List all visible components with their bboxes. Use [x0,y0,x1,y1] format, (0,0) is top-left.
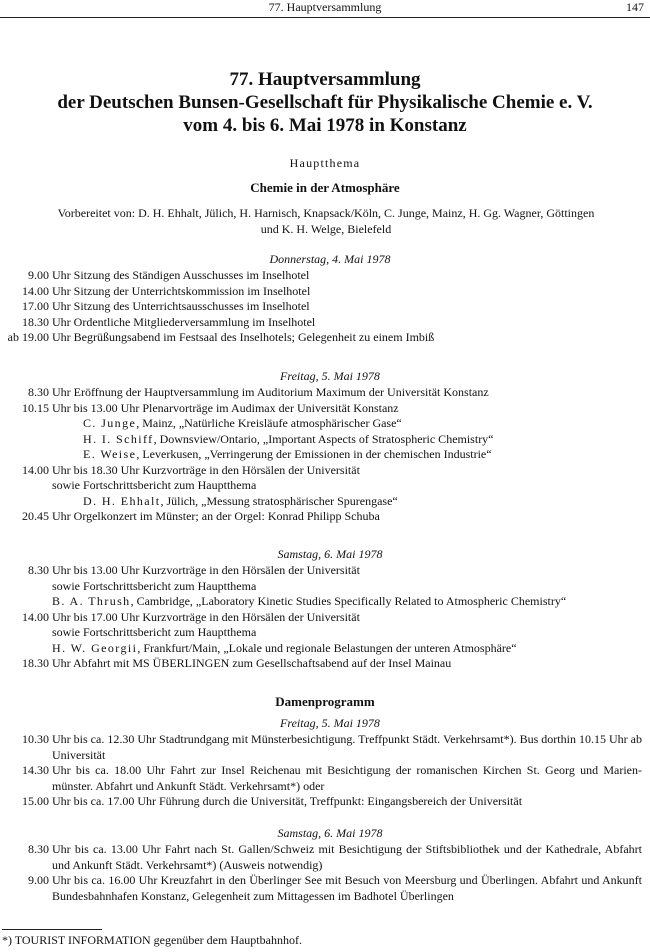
schedule-time: 17.00 [22,299,49,313]
speaker-name: B. A. Thrush [52,594,131,608]
talk-details: , Downsview/Ontario, „Important Aspects of Stratospheric Chemistry“ [153,431,494,446]
day-heading: Donnerstag, 4. Mai 1978 [269,252,391,266]
talk-details: , Leverkusen, „Verringerung der Emissionen in der chemischen Industrie“ [136,447,492,461]
talk [0,494,650,510]
schedule-item [0,385,650,401]
talk-details: , Cambridge, „Laboratory Kinetic Studies Specifically Related to Atmospheric Chemistry“ [130,594,567,608]
schedule-text: Uhr Eröffnung der Hauptversammlung im Auditorium Maximum der Universität Konstanz [52,385,489,399]
footnote-rule [2,929,102,930]
ladies-friday-section [0,714,650,810]
title-line-3: vom 4. bis 6. Mai 1978 in Konstanz [183,115,467,136]
ladies-programme-title: Damenprogramm [275,694,375,709]
prepared-by-line-2: und K. H. Welge, Bielefeld [260,222,392,236]
schedule-item [0,401,650,417]
friday-section [0,367,650,525]
schedule-time: 14.00 [22,462,49,477]
talk-details: , Jülich, „Messung stratosphärischer Spurengase“ [160,493,398,508]
title-line-1: 77. Hauptversammlung [229,69,421,90]
schedule-time: 8.30 [28,563,49,577]
schedule-time: 9.00 [28,268,49,282]
running-title: 77. Hauptversammlung [268,0,382,14]
schedule-text: Uhr bis ca. 12.30 Uhr Stadtrundgang mit Münsterbesichtigung. Treffpunkt Städt. Verkehrsamt*). Bus dorthin 10.15 Uhr ab Universität [52,732,642,762]
schedule-time: 14.30 [22,763,49,777]
talk [0,432,650,448]
schedule-item [0,873,650,904]
running-header [0,0,650,18]
schedule-time: 18.30 [22,314,49,329]
schedule-item [0,656,650,672]
schedule-time: 8.30 [28,842,49,856]
speaker-name: H. W. Georgii [52,640,138,655]
talk-details: , Mainz, „Natürliche Kreisläufe atmosphärischer Gase“ [136,416,402,430]
schedule-item [0,732,650,763]
schedule-item [0,563,650,579]
schedule-text: Uhr bis ca. 17.00 Uhr Führung durch die Universität, Treffpunkt: Eingangsbereich der Universität [52,794,523,808]
title-line-2: der Deutschen Bunsen-Gesellschaft für Physikalische Chemie e. V. [57,92,593,113]
schedule-subline: sowie Fortschrittsbericht zum Hauptthema [52,478,257,492]
day-heading: Freitag, 5. Mai 1978 [280,369,380,383]
schedule-item [0,268,650,284]
schedule-text: Uhr bis 13.00 Uhr Kurzvorträge in den Hörsälen der Universität [52,563,360,577]
schedule-time: 10.30 [22,732,49,746]
prepared-by-line-1: Vorbereitet von: D. H. Ehhalt, Jülich, H. Harnisch, Knapsack/Köln, C. Junge, Mainz, H. Gg. Wagner, Göttingen [57,206,595,220]
schedule-item [0,842,650,873]
schedule-subline: sowie Fortschrittsbericht zum Hauptthema [52,625,257,639]
schedule-text: Uhr Sitzung der Unterrichtskommission im Inselhotel [52,283,311,298]
schedule-text: Uhr Begrüßungsabend im Festsaal des Inselhotels; Gelegenheit zu einem Imbiß [52,330,435,344]
schedule-item [0,330,650,346]
talk [0,641,650,657]
schedule-time: 20.45 [22,509,49,523]
schedule-text: Uhr bis 18.30 Uhr Kurzvorträge in den Hörsälen der Universität [52,462,360,477]
page-number: 147 [626,0,644,14]
schedule-item [0,794,650,810]
speaker-name: E. Weise [83,447,137,461]
schedule-text: Uhr bis ca. 18.00 Uhr Fahrt zur Insel Reichenau mit Besichtigung der romanischen Kirchen St. Georg und Marien-münster. Abfahrt und Ankunft Städt. Verkehrsamt*) oder [52,763,642,793]
schedule-time: ab 19.00 [7,330,49,344]
schedule-item [0,763,650,794]
saturday-section [0,545,650,672]
talk-details: , Frankfurt/Main, „Lokale und regionale Belastungen der unteren Atmosphäre“ [137,640,517,655]
schedule-subline: sowie Fortschrittsbericht zum Hauptthema [52,578,257,593]
prepared-by [8,205,644,237]
main-theme-label: Hauptthema [289,156,361,170]
schedule-text: Uhr Abfahrt mit MS ÜBERLINGEN zum Gesellschaftsabend auf der Insel Mainau [52,656,452,670]
schedule-item [0,509,650,525]
main-theme: Chemie in der Atmosphäre [250,180,400,195]
schedule-time: 18.30 [22,656,49,670]
schedule-item [0,299,650,315]
footnote: *) TOURIST INFORMATION gegenüber dem Hauptbahnhof. [2,933,302,947]
schedule-time: 9.00 [28,873,49,887]
talk [0,447,650,463]
thursday-section [0,250,650,346]
schedule-text: Uhr Ordentliche Mitgliederversammlung im Inselhotel [52,314,316,329]
schedule-text: Uhr bis 13.00 Uhr Plenarvorträge im Audimax der Universität Konstanz [52,400,399,415]
schedule-time: 14.00 [22,609,49,624]
schedule-time: 10.15 [22,400,49,415]
schedule-text: Uhr bis 17.00 Uhr Kurzvorträge in den Hörsälen der Universität [52,609,360,624]
speaker-name: C. Junge [83,416,137,430]
schedule-text: Uhr Orgelkonzert im Münster; an der Orgel: Konrad Philipp Schuba [52,509,380,523]
schedule-text: Uhr Sitzung des Unterrichtsausschusses im Inselhotel [52,299,310,313]
schedule-item [0,284,650,300]
speaker-name: H. I. Schiff [83,431,154,446]
talk [0,416,650,432]
schedule-item [0,610,650,626]
schedule-text: Uhr bis ca. 13.00 Uhr Fahrt nach St. Gallen/Schweiz mit Besichtigung der Stiftsbibliothek und der Kathedrale, Abfahrt und Ankunft Städt. Verkehrsamt*) (Ausweis notwendig) [52,842,642,872]
schedule-text: Uhr bis ca. 16.00 Uhr Kreuzfahrt in den Überlinger See mit Besuch von Meersburg und Überlingen. Abfahrt und Ankunft Bundesbahnhafen Konstanz, Gelegenheit zum Mittagessen im Badhotel Überlingen [52,873,642,903]
schedule-time: 14.00 [22,283,49,298]
schedule-item [0,315,650,331]
speaker-name: D. H. Ehhalt [83,493,161,508]
talk [0,594,650,610]
schedule-text: Uhr Sitzung des Ständigen Ausschusses im Inselhotel [52,268,310,282]
schedule-time: 8.30 [28,385,49,399]
schedule-time: 15.00 [22,794,49,808]
page-title [0,68,650,137]
ladies-saturday-section [0,824,650,904]
day-heading: Freitag, 5. Mai 1978 [280,716,380,730]
day-heading: Samstag, 6. Mai 1978 [277,826,383,840]
schedule-item [0,463,650,479]
day-heading: Samstag, 6. Mai 1978 [277,547,383,561]
